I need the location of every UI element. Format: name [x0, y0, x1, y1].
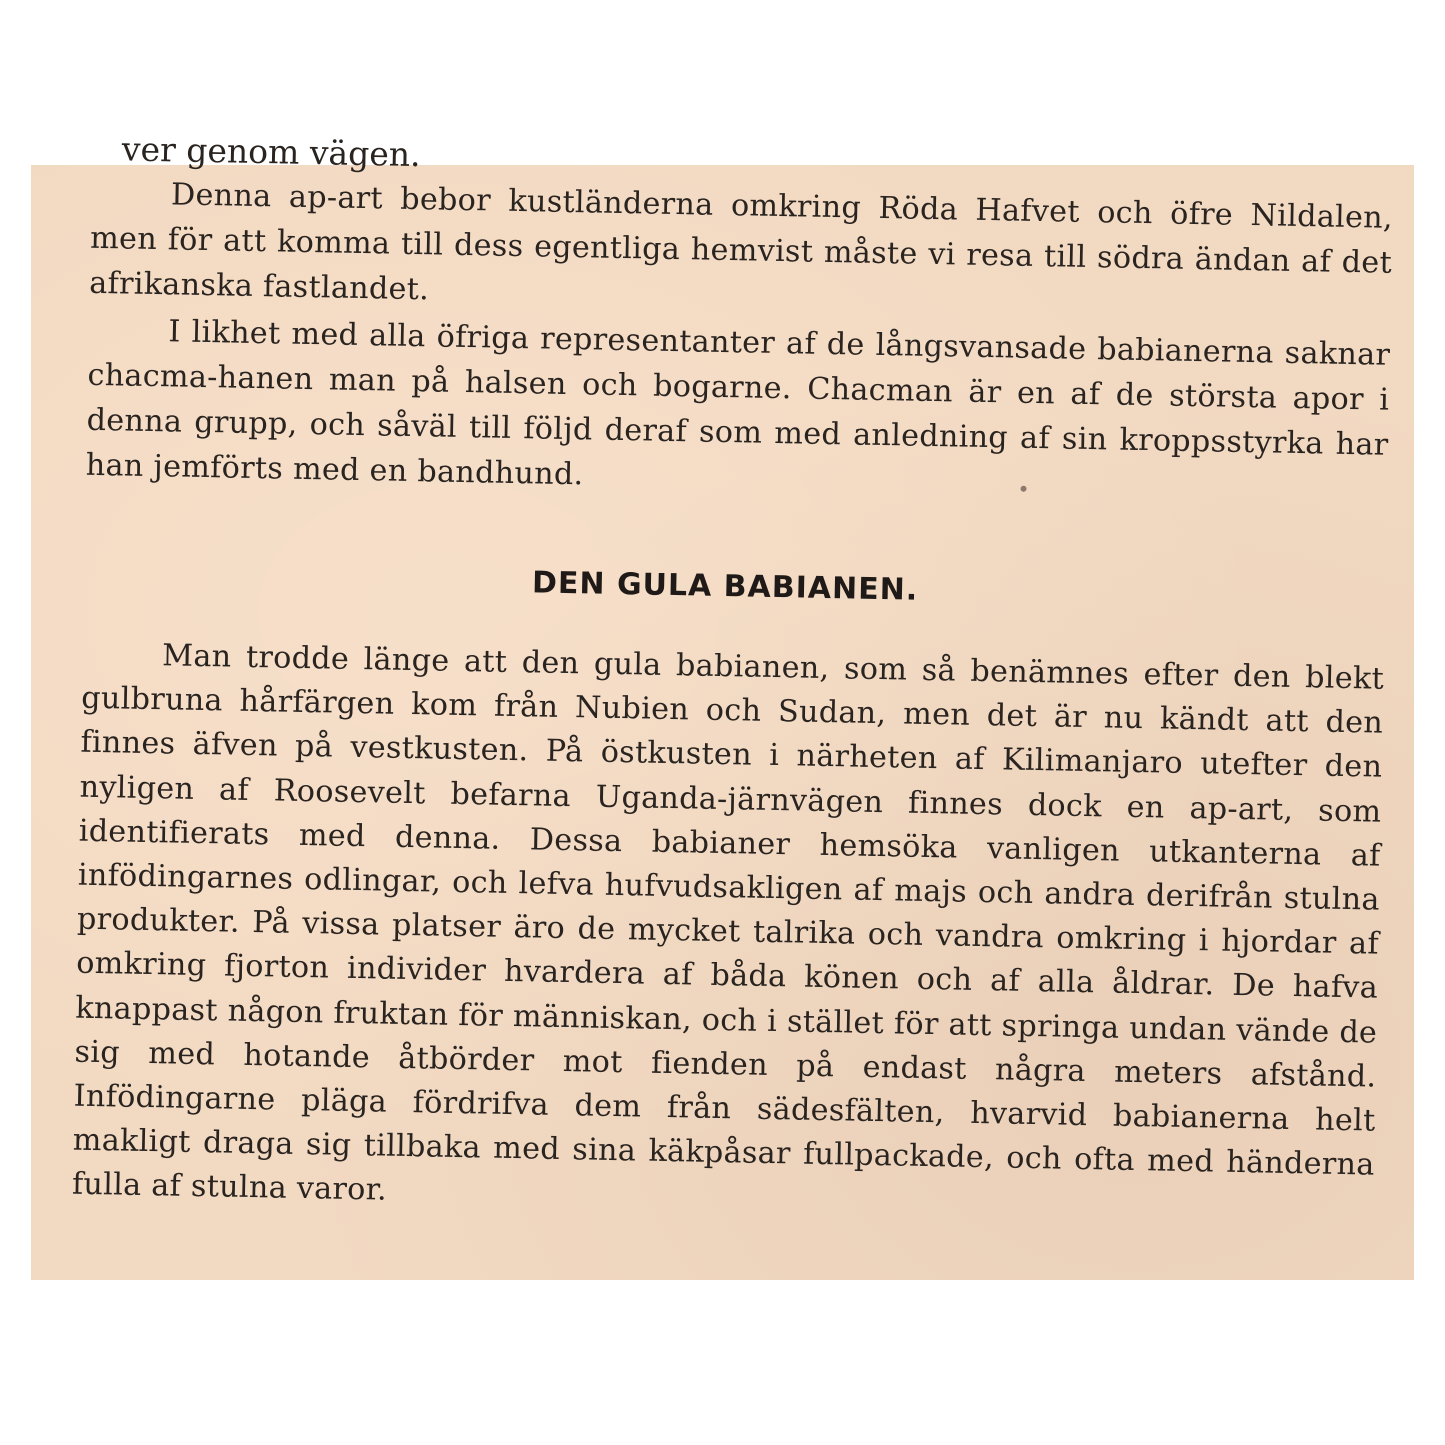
page-text-area	[20, 129, 1424, 1293]
paragraph-chacma	[85, 308, 1390, 513]
section-heading: DEN GULA BABIANEN.	[531, 565, 919, 608]
paragraph-text: Man trodde länge att den gula babianen, som så benämnes efter den blekt gulbruna hårfärgen kom från Nubien och Sudan, men det är nu kändt att den finnes äfven på vestkusten. På östkusten i närheten af Kilimanjaro utefter den nyligen af Roosevelt befarna Uganda-järnvägen finnes dock en ap-art, som identifierats med denna. Dessa babianer hemsöka vanligen utkanterna af infödingarnes odlingar, och lefva hufvudsakligen af majs och andra derifrån stulna produkter. På vissa platser äro de mycket talrika och vandra omkring i hjordar af omkring fjorton individer hvardera af båda könen och af alla åldrar. De hafva knappast någon fruktan för människan, och i stället för att springa undan vände de sig med hotande åtbörder mot fienden på endast några meters afstånd. Infödingarne pläga fördrifva dem från sädesfälten, hvarvid babianerna helt makligt draga sig tillbaka med sina käkpåsar fullpackade, och ofta med händerna fulla af stulna varor.	[71, 638, 1385, 1209]
paragraph-red-sea	[89, 171, 1393, 331]
scanned-page	[31, 129, 1414, 1280]
paper-speck	[1020, 486, 1026, 492]
cropped-previous-line: ver genom vägen.	[121, 129, 421, 175]
paragraph-text: I likhet med alla öfriga representanter af de långsvansade babianerna saknar chacma-hanen man på halsen och bogarne. Chacman är en af de största apor i denna grupp, och såväl till följd deraf som med anledning af sin kroppsstyrka har han jemförts med en bandhund.	[85, 314, 1391, 493]
paragraph-yellow-baboon	[72, 633, 1385, 1233]
paragraph-text: Denna ap-art bebor kustländerna omkring Röda Hafvet och öfre Nildalen, men för att komma till dess egentliga hemvist måste vi resa till södra ändan af det afrikanska fastlandet.	[88, 177, 1394, 308]
